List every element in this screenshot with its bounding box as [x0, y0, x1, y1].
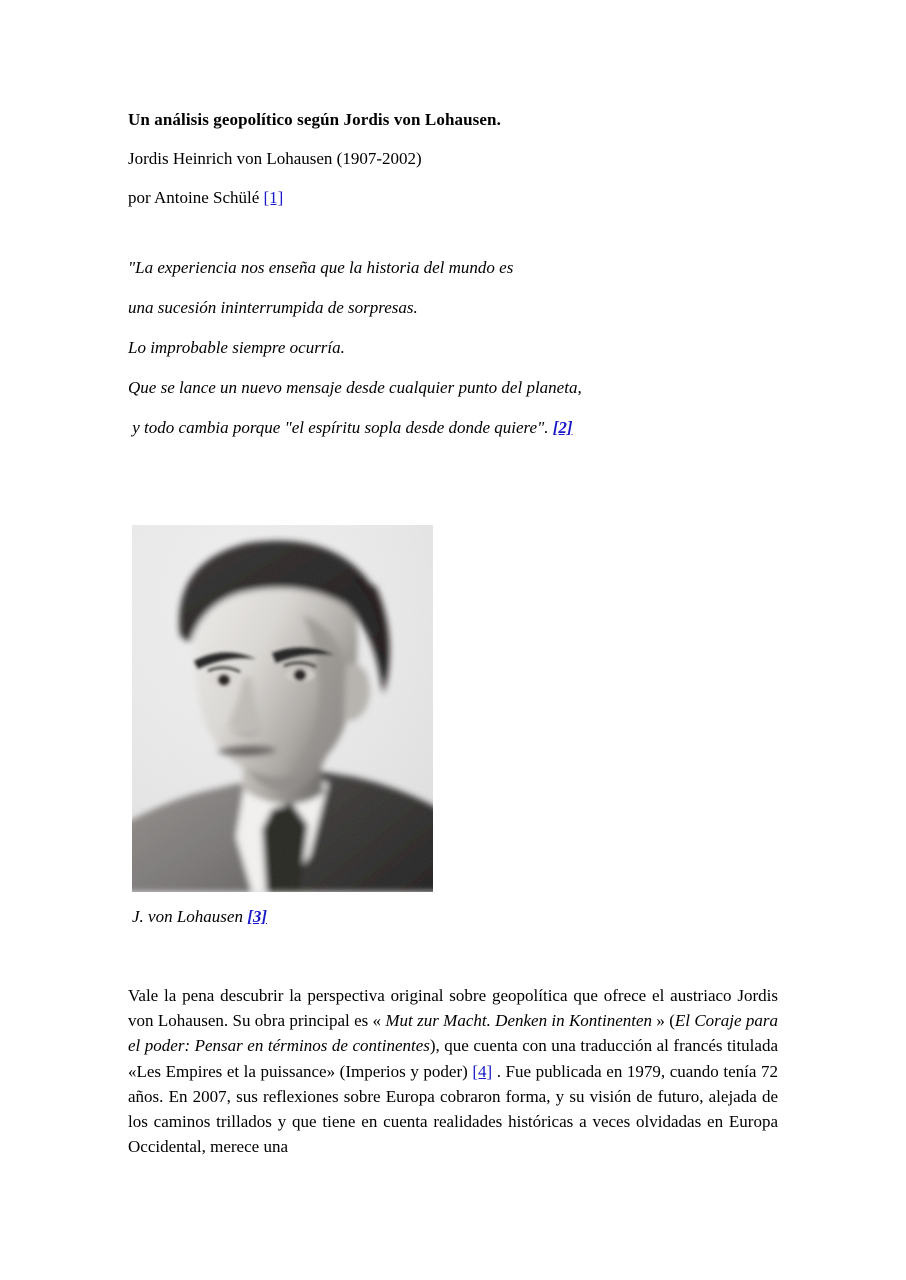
book-title-spanish: El Coraje para el poder: Pensar en términos de continentes: [128, 1011, 778, 1056]
body-segment-3: ), que cuenta con una traducción al francés titulada «Les Empires et la puissance» (Imperios y poder): [128, 1036, 778, 1081]
epigraph-line: una sucesión ininterrumpida de sorpresas.: [128, 298, 418, 317]
page-title: Un análisis geopolítico según Jordis von Lohausen.: [128, 110, 501, 129]
footnote-link-2[interactable]: [2]: [552, 418, 573, 437]
portrait-photo-image: [132, 525, 433, 892]
portrait-photo: [132, 525, 433, 892]
epigraph-line: "La experiencia nos enseña que la historia del mundo es: [128, 258, 514, 277]
figure-caption: [128, 892, 778, 927]
body-segment-4: . Fue publicada en 1979, cuando tenía 72 años. En 2007, sus reflexiones sobre Europa cobraron forma, y su visión de futuro, alejada de los caminos trillados y que tiene en cuenta realidades históricas a veces olvidadas en Europa Occidental, merece una: [128, 1061, 778, 1157]
author-name: por Antoine Schülé: [128, 188, 260, 207]
epigraph-line: Lo improbable siempre ocurría.: [128, 338, 345, 357]
figure-caption-text: J. von Lohausen: [132, 907, 243, 926]
subject-dates-line: Jordis Heinrich von Lohausen (1907-2002): [128, 149, 422, 168]
body-text-block: [128, 927, 778, 1159]
text-column: [128, 0, 778, 1159]
footnote-link-1[interactable]: [1]: [263, 188, 284, 207]
portrait-figure: [128, 438, 778, 927]
footnote-link-3[interactable]: [3]: [247, 907, 268, 926]
author-line: [128, 169, 778, 208]
body-paragraph: [128, 983, 778, 1159]
body-segment-2: » (: [652, 1011, 675, 1031]
book-title-german: Mut zur Macht. Denken in Kontinenten: [385, 1011, 653, 1031]
body-segment-1: Vale la pena descubrir la perspectiva original sobre geopolítica que ofrece el austriaco Jordis von Lohausen. Su obra principal es «: [128, 986, 778, 1031]
epigraph-quote: [128, 208, 778, 438]
epigraph-line: Que se lance un nuevo mensaje desde cualquier punto del planeta,: [128, 378, 582, 397]
epigraph-line-text: y todo cambia porque "el espíritu sopla desde donde quiere".: [128, 418, 549, 437]
epigraph-line-last: [128, 418, 778, 438]
footnote-link-4[interactable]: [4]: [472, 1061, 493, 1081]
